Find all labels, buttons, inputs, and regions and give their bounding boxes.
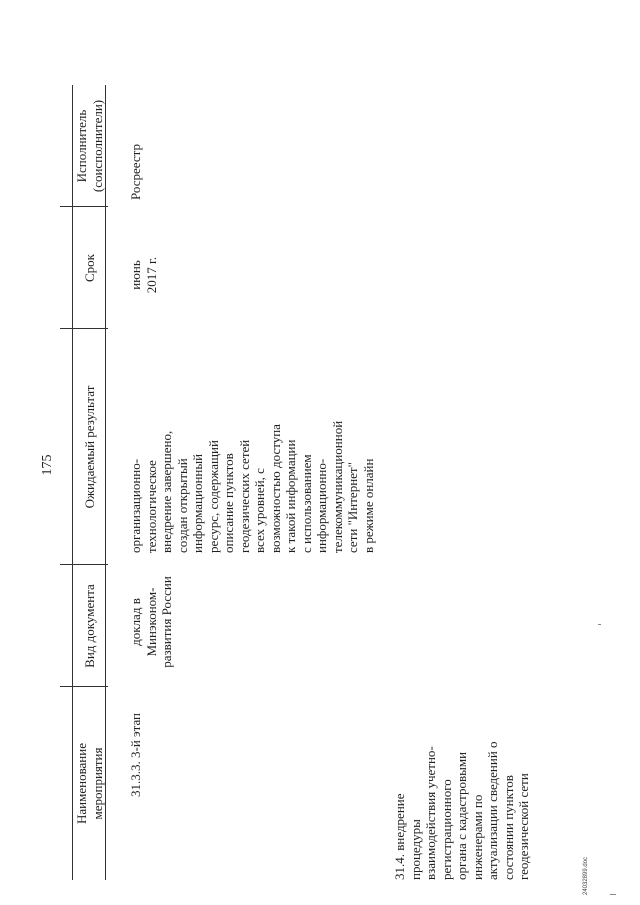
row1-result xyxy=(128,323,376,553)
header-deadline-label: Срок xyxy=(82,254,97,282)
header-deadline xyxy=(82,207,98,329)
row2-name-line: регистрационного xyxy=(438,779,454,880)
scan-mark xyxy=(610,894,616,895)
row1-deadline-line: 2017 г. xyxy=(143,256,159,294)
row1-deadline xyxy=(128,230,159,320)
row2-name-line: взаимодействия учетно- xyxy=(423,746,438,880)
row1-doc-type xyxy=(128,563,175,681)
row2-name-line: инженерами по xyxy=(469,794,485,880)
row2-name-line: геодезической сети xyxy=(516,773,531,880)
header-doc-type-label: Вид документа xyxy=(82,584,97,668)
row2-name-line: состоянии пунктов xyxy=(500,775,516,880)
row1-result-line: к такой информации xyxy=(283,439,298,553)
row1-result-line: создан открытый xyxy=(174,458,190,553)
row1-result-line: технологическое xyxy=(143,460,159,553)
row1-name: 31.3.3. 3-й этап xyxy=(128,712,143,797)
header-executor xyxy=(74,85,105,207)
row1-result-line: возможностью доступа xyxy=(267,424,283,553)
row1-executor: Росреестр xyxy=(128,144,143,200)
row1-result-line: с использованием xyxy=(298,454,314,553)
document-code: 24032899.doc xyxy=(583,856,589,895)
row1-result-line: геодезических сетей xyxy=(236,439,252,553)
row1-result-line: описание пунктов xyxy=(221,453,236,553)
header-name-line: мероприятия xyxy=(89,747,105,820)
header-name-line: Наименование xyxy=(74,743,89,824)
row2-name-line: органа с кадастровыми xyxy=(454,751,469,880)
row1-doc-type-line: развития России xyxy=(159,576,174,668)
row2-name-line: 31.4. внедрение xyxy=(392,793,407,880)
row1-result-line: сети "Интернет" xyxy=(345,462,360,553)
row1-doc-type-line: Минэконом- xyxy=(143,587,159,657)
row2-name xyxy=(392,650,532,880)
header-executor-line: (соисполнители) xyxy=(89,99,105,193)
scan-mark xyxy=(598,624,601,625)
row1-result-line: в режиме онлайн xyxy=(360,458,376,553)
header-executor-line: Исполнитель xyxy=(74,109,89,183)
row2-name-line: процедуры xyxy=(407,819,423,880)
row1-result-line: информационный xyxy=(190,453,205,553)
row1-result-line: информационно- xyxy=(314,458,329,553)
row1-result-line: ресурс, содержащий xyxy=(205,440,221,553)
row2-name-line: актуализации сведений о xyxy=(485,741,500,880)
header-name xyxy=(74,687,105,880)
row1-result-line: всех уровней, с xyxy=(252,468,267,553)
page-number: 175 xyxy=(40,454,55,476)
table-top-rule xyxy=(72,85,73,880)
row1-result-line: внедрение завершено, xyxy=(159,430,174,553)
row1-deadline-line: июнь xyxy=(128,260,143,290)
header-result-label: Ожидаемый результат xyxy=(82,385,97,509)
row1-result-line: телекоммуникационной xyxy=(329,420,345,553)
row1-doc-type-line: доклад в xyxy=(128,598,143,646)
header-doc-type xyxy=(82,565,98,687)
row1-result-line: организационно- xyxy=(128,458,143,553)
table-header-rule xyxy=(105,85,106,880)
header-result xyxy=(82,329,98,565)
